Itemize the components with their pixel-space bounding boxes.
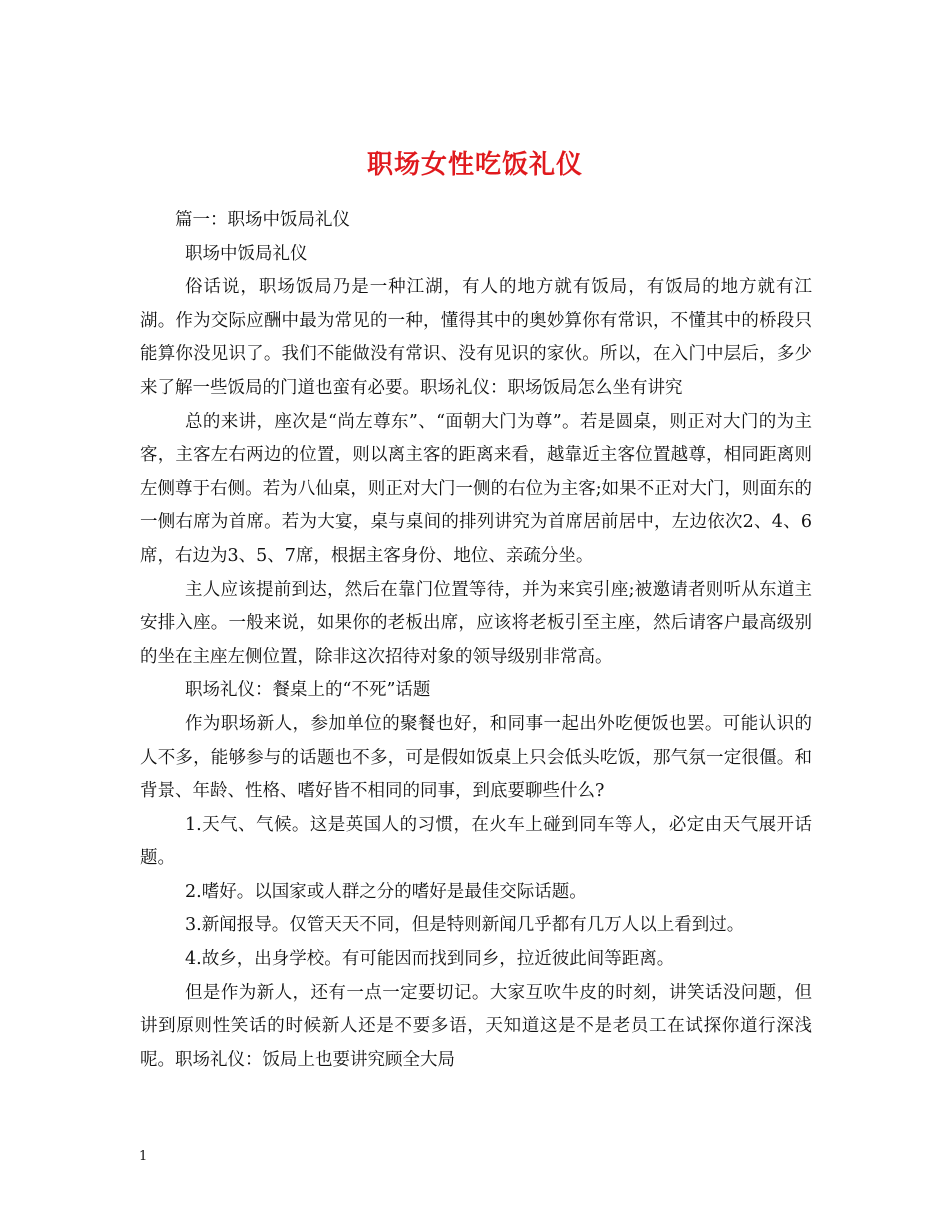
list-item: 3.新闻报导。仅管天天不同，但是特则新闻几乎都有几万人以上看到过。 [185, 915, 745, 936]
body-paragraph: 总的来讲，座次是“尚左尊东”、“面朝大门为尊”。若是圆桌，则正对大门的为主客，主客左右两边的位置，则以离主客的距离来看，越靠近主客位置越尊，相同距离则左侧尊于右侧。若为八仙桌，则正对大门一侧的右位为主客;如果不正对大门，则面东的一侧右席为首席。若为大宴，桌与桌间的排列讲究为首席居前居中，左边依次2、4、6席，右边为3、5、7席，根据主客身份、地位、亲疏分坐。 [140, 411, 812, 566]
body-paragraph: 但是作为新人，还有一点一定要切记。大家互吹牛皮的时刻，讲笑话没问题，但讲到原则性笑话的时候新人还是不要多语，天知道这是不是老员工在试探你道行深浅呢。职场礼仪：饭局上也要讲究顾全大局 [140, 982, 812, 1070]
list-item: 4.故乡，出身学校。有可能因而找到同乡，拉近彼此间等距离。 [185, 949, 675, 970]
body-paragraph: 作为职场新人，参加单位的聚餐也好，和同事一起出外吃便饭也罢。可能认识的人不多，能够参与的话题也不多，可是假如饭桌上只会低头吃饭，那气氛一定很僵。和背景、年龄、性格、嗜好皆不相同的同事，到底要聊些什么? [140, 713, 812, 802]
list-item: 2.嗜好。以国家或人群之分的嗜好是最佳交际话题。 [185, 881, 587, 902]
subsection-heading: 职场中饭局礼仪 [185, 243, 308, 264]
document-title: 职场女性吃饭礼仪 [366, 150, 583, 181]
subsection-heading: 职场礼仪：餐桌上的“不死”话题 [185, 680, 431, 701]
document-body [140, 204, 812, 1077]
page-number: 1 [139, 1149, 148, 1164]
body-paragraph: 主人应该提前到达，然后在靠门位置等待，并为来宾引座;被邀请者则听从东道主安排入座。一般来说，如果你的老板出席，应该将老板引至主座，然后请客户最高级别的坐在主座左侧位置，除非这次招待对象的领导级别非常高。 [140, 579, 812, 667]
body-paragraph: 俗话说，职场饭局乃是一种江湖，有人的地方就有饭局，有饭局的地方就有江湖。作为交际应酬中最为常见的一种，懂得其中的奥妙算你有常识，不懂其中的桥段只能算你没见识了。我们不能做没有常识、没有见识的家伙。所以，在入门中层后，多少来了解一些饭局的门道也蛮有必要。职场礼仪：职场饭局怎么坐有讲究 [140, 277, 812, 398]
list-item: 1.天气、气候。这是英国人的习惯，在火车上碰到同车等人，必定由天气展开话题。 [140, 814, 812, 869]
section-heading: 篇一：职场中饭局礼仪 [175, 210, 350, 230]
